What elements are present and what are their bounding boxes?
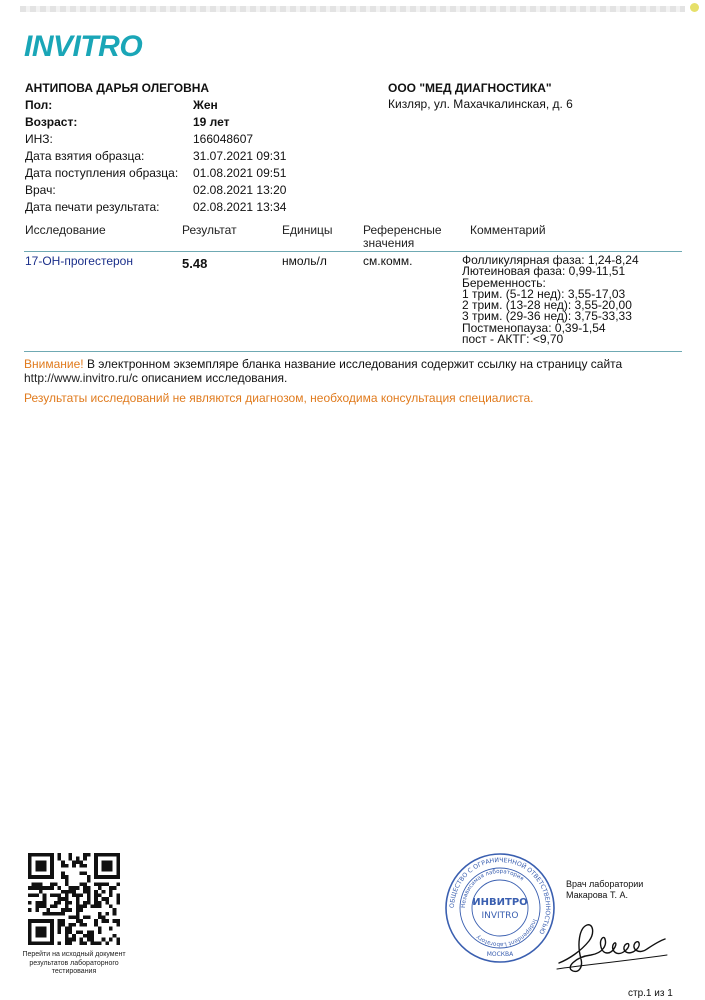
qr-module xyxy=(72,893,76,897)
info-value: 31.07.2021 09:31 xyxy=(193,149,287,163)
info-value: 19 лет xyxy=(193,115,230,129)
qr-module xyxy=(35,901,39,905)
qr-module xyxy=(65,941,69,945)
qr-module xyxy=(68,923,72,927)
qr-module xyxy=(68,941,72,945)
test-reference: см.комм. xyxy=(363,254,413,268)
table-bottom-divider xyxy=(24,351,682,352)
stamp-ring-text: ОБЩЕСТВО С ОГРАНИЧЕННОЙ ОТВЕТСТВЕННОСТЬЮ xyxy=(448,856,552,936)
qr-module xyxy=(98,886,102,890)
comment-line: 3 трим. (29-36 нед): 3,75-33,33 xyxy=(462,309,632,324)
qr-module xyxy=(39,905,43,909)
qr-module xyxy=(83,886,87,890)
qr-module xyxy=(28,908,32,912)
qr-module xyxy=(35,886,39,890)
comment-line: Постменопауза: 0,39-1,54 xyxy=(462,320,606,335)
qr-module xyxy=(50,886,54,890)
notice-text-2: с описанием исследования. xyxy=(132,371,288,385)
qr-module xyxy=(46,912,50,916)
qr-module xyxy=(72,938,76,942)
qr-module xyxy=(28,901,32,905)
qr-module xyxy=(83,923,87,927)
qr-module xyxy=(109,886,113,890)
qr-module xyxy=(35,893,39,897)
qr-module xyxy=(57,919,61,923)
header-comment: Комментарий xyxy=(470,223,546,237)
qr-module xyxy=(68,901,72,905)
qr-module xyxy=(57,930,61,934)
info-row-inz xyxy=(25,131,286,148)
qr-module xyxy=(94,897,98,901)
qr-module xyxy=(65,879,69,883)
qr-module xyxy=(94,905,98,909)
notice-text: В электронном экземпляре бланка название исследования содержит ссылку на страницу сайта xyxy=(83,357,623,371)
qr-module xyxy=(76,930,80,934)
test-result: 5.48 xyxy=(182,256,208,271)
qr-module xyxy=(61,908,65,912)
qr-module xyxy=(113,912,117,916)
qr-module xyxy=(102,860,113,871)
qr-module xyxy=(65,864,69,868)
qr-module xyxy=(83,864,87,868)
qr-module xyxy=(87,901,91,905)
qr-module xyxy=(87,916,91,920)
test-units: нмоль/л xyxy=(282,254,327,268)
qr-module xyxy=(57,893,61,897)
header-test: Исследование xyxy=(25,223,106,237)
stamp-center-text: ИНВИТРО xyxy=(472,897,528,908)
qr-module xyxy=(65,934,69,938)
qr-module xyxy=(65,905,69,909)
info-label: Дата взятия образца: xyxy=(25,149,145,163)
qr-module xyxy=(76,919,80,923)
comment-line: Фолликулярная фаза: 1,24-8,24 xyxy=(462,253,639,267)
qr-module xyxy=(80,908,84,912)
qr-module xyxy=(43,905,47,909)
test-comments xyxy=(462,255,639,345)
qr-module xyxy=(65,897,69,901)
top-stripe xyxy=(20,6,685,12)
qr-module xyxy=(102,916,106,920)
info-value: 166048607 xyxy=(193,132,254,146)
qr-module xyxy=(50,893,54,897)
qr-module xyxy=(35,908,39,912)
qr-module xyxy=(57,857,61,861)
table-header-divider xyxy=(24,251,682,252)
info-label: Дата поступления образца: xyxy=(25,166,179,180)
test-name-link[interactable]: 17-ОН-прогестерон xyxy=(25,254,133,268)
qr-module xyxy=(87,938,91,942)
stamp-inner-text: Независимая лаборатория xyxy=(460,868,525,909)
info-row-received-date xyxy=(25,165,286,182)
qr-module xyxy=(61,897,65,901)
qr-module xyxy=(57,886,61,890)
qr-module xyxy=(98,893,102,897)
qr-module xyxy=(46,886,50,890)
qr-module xyxy=(68,930,72,934)
qr-module xyxy=(83,941,87,945)
qr-module xyxy=(76,860,80,864)
qr-module xyxy=(65,901,69,905)
qr-module xyxy=(87,875,91,879)
qr-module xyxy=(28,893,32,897)
header-reference-line2: значения xyxy=(363,236,415,250)
page-number: стр.1 из 1 xyxy=(628,988,673,999)
patient-name: АНТИПОВА ДАРЬЯ ОЛЕГОВНА xyxy=(25,81,210,95)
qr-module xyxy=(68,853,72,857)
notice-warning: Внимание! xyxy=(24,357,84,371)
qr-module xyxy=(109,927,113,931)
info-row-doctor xyxy=(25,182,286,199)
qr-module xyxy=(80,923,84,927)
qr-module xyxy=(61,919,65,923)
qr-module xyxy=(98,927,102,931)
qr-module xyxy=(61,871,65,875)
qr-module xyxy=(91,938,95,942)
qr-module xyxy=(113,908,117,912)
qr-module xyxy=(102,919,106,923)
qr-module xyxy=(65,927,69,931)
qr-module xyxy=(57,901,61,905)
qr-module xyxy=(94,890,98,894)
qr-module xyxy=(54,901,58,905)
qr-module xyxy=(116,901,120,905)
qr-module xyxy=(87,934,91,938)
info-value: 01.08.2021 09:51 xyxy=(193,166,287,180)
qr-module xyxy=(113,919,117,923)
top-border xyxy=(0,0,705,14)
svg-text:Independent Laboratory xyxy=(475,918,537,947)
qr-module xyxy=(68,857,72,861)
qr-module xyxy=(72,864,76,868)
qr-module xyxy=(102,882,106,886)
qr-module xyxy=(57,927,61,931)
qr-module xyxy=(76,893,80,897)
qr-module xyxy=(61,890,65,894)
qr-module xyxy=(91,905,95,909)
comment-line: Беременность: xyxy=(462,275,546,290)
qr-module xyxy=(65,882,69,886)
qr-module xyxy=(102,938,106,942)
qr-module xyxy=(109,893,113,897)
qr-module xyxy=(76,897,80,901)
qr-module xyxy=(65,930,69,934)
doctor-block xyxy=(566,879,643,901)
qr-module xyxy=(57,941,61,945)
qr-module xyxy=(87,890,91,894)
qr-module xyxy=(76,901,80,905)
qr-module xyxy=(72,923,76,927)
comment-line: 1 трим. (5-12 нед): 3,55-17,03 xyxy=(462,286,626,301)
info-row-sex xyxy=(25,97,286,114)
qr-module xyxy=(116,941,120,945)
qr-module xyxy=(43,897,47,901)
qr-module xyxy=(80,930,84,934)
qr-module xyxy=(98,916,102,920)
qr-module xyxy=(105,901,109,905)
header-reference-line1: Референсные xyxy=(363,223,442,237)
notice xyxy=(24,357,664,385)
invitro-logo: INVITRO xyxy=(24,30,143,63)
qr-module xyxy=(65,875,69,879)
qr-module xyxy=(65,890,69,894)
stamp-center-text-en: INVITRO xyxy=(481,911,519,921)
qr-module xyxy=(83,934,87,938)
qr-module xyxy=(35,905,39,909)
qr-module xyxy=(87,853,91,857)
qr-module xyxy=(113,934,117,938)
qr-caption: Перейти на исходный документ результатов лабораторного тестирования xyxy=(22,951,126,975)
qr-module xyxy=(68,927,72,931)
invitro-site-link[interactable]: http://www.invitro.ru/ xyxy=(24,371,133,385)
qr-module xyxy=(83,871,87,875)
qr-module xyxy=(94,923,98,927)
header-units: Единицы xyxy=(282,223,333,237)
qr-module xyxy=(35,860,46,871)
qr-module xyxy=(28,886,32,890)
qr-module xyxy=(109,938,113,942)
qr-module xyxy=(50,905,54,909)
lab-address: Кизляр, ул. Махачкалинская, д. 6 xyxy=(388,97,573,111)
qr-module xyxy=(116,919,120,923)
qr-module xyxy=(98,930,102,934)
header-reference xyxy=(363,224,442,250)
qr-module xyxy=(65,938,69,942)
qr-module xyxy=(87,886,91,890)
qr-module xyxy=(102,897,106,901)
info-value: 02.08.2021 13:20 xyxy=(193,183,287,197)
qr-module xyxy=(87,879,91,883)
qr-module xyxy=(91,941,95,945)
qr-module xyxy=(98,882,102,886)
qr-module xyxy=(72,916,76,920)
qr-module xyxy=(105,919,109,923)
qr-module xyxy=(35,882,39,886)
info-row-print-date xyxy=(25,199,286,216)
qr-module xyxy=(80,938,84,942)
qr-module xyxy=(39,886,43,890)
qr-module xyxy=(35,927,46,938)
info-label: Врач: xyxy=(25,183,56,197)
qr-module xyxy=(72,860,76,864)
info-value: 02.08.2021 13:34 xyxy=(193,200,287,214)
qr-module xyxy=(87,897,91,901)
qr-module xyxy=(80,919,84,923)
qr-module xyxy=(72,886,76,890)
qr-module xyxy=(43,901,47,905)
stamp-city: МОСКВА xyxy=(486,951,514,958)
qr-module xyxy=(39,890,43,894)
qr-module xyxy=(76,886,80,890)
doctor-title: Врач лаборатории xyxy=(566,879,644,889)
qr-module xyxy=(94,919,98,923)
qr-module xyxy=(83,857,87,861)
qr-module xyxy=(68,916,72,920)
qr-module xyxy=(98,941,102,945)
qr-module xyxy=(80,905,84,909)
info-label: ИНЗ: xyxy=(25,132,53,146)
qr-module xyxy=(87,893,91,897)
qr-module xyxy=(94,901,98,905)
qr-module xyxy=(61,923,65,927)
qr-module xyxy=(65,893,69,897)
info-label: Возраст: xyxy=(25,115,78,129)
qr-module xyxy=(57,897,61,901)
qr-module xyxy=(83,901,87,905)
qr-module xyxy=(65,908,69,912)
doctor-name: Макарова Т. А. xyxy=(566,890,628,900)
qr-module xyxy=(54,905,58,909)
info-row-age xyxy=(25,114,286,131)
qr-module xyxy=(54,893,58,897)
qr-module xyxy=(87,930,91,934)
comment-line: Лютеиновая фаза: 0,99-11,51 xyxy=(462,264,626,279)
qr-module xyxy=(32,893,36,897)
stamp-inner-text-en: Independent Laboratory xyxy=(475,918,538,948)
qr-module xyxy=(76,857,80,861)
signature-icon xyxy=(555,915,670,977)
qr-module xyxy=(68,938,72,942)
qr-module xyxy=(61,875,65,879)
qr-module xyxy=(72,934,76,938)
qr-module xyxy=(83,890,87,894)
qr-module xyxy=(76,912,80,916)
qr-module xyxy=(98,901,102,905)
qr-module xyxy=(43,893,47,897)
qr-module xyxy=(113,886,117,890)
qr-module xyxy=(80,941,84,945)
stamp-icon xyxy=(444,852,556,964)
qr-module xyxy=(83,882,87,886)
info-value: Жен xyxy=(193,98,218,112)
qr-module xyxy=(57,853,61,857)
qr-module xyxy=(105,882,109,886)
qr-module xyxy=(57,912,61,916)
qr-module xyxy=(80,864,84,868)
qr-module xyxy=(80,882,84,886)
qr-module xyxy=(68,908,72,912)
info-label: Дата печати результата: xyxy=(25,200,160,214)
qr-module xyxy=(98,905,102,909)
qr-module xyxy=(43,886,47,890)
qr-module xyxy=(72,890,76,894)
corner-dot xyxy=(690,3,699,12)
qr-code-icon[interactable] xyxy=(28,853,120,945)
qr-module xyxy=(61,912,65,916)
qr-module xyxy=(80,871,84,875)
qr-module xyxy=(94,893,98,897)
qr-module xyxy=(109,890,113,894)
qr-module xyxy=(50,912,54,916)
qr-module xyxy=(105,912,109,916)
comment-line: 2 трим. (13-28 нед): 3,55-20,00 xyxy=(462,298,632,313)
qr-module xyxy=(102,890,106,894)
qr-module xyxy=(80,860,84,864)
qr-module xyxy=(57,923,61,927)
qr-module xyxy=(83,905,87,909)
comment-line: пост - АКТГ: <9,70 xyxy=(462,332,564,347)
header-result: Результат xyxy=(182,223,237,237)
lab-name: ООО "МЕД ДИАГНОСТИКА" xyxy=(388,81,552,95)
qr-module xyxy=(116,897,120,901)
qr-module xyxy=(61,860,65,864)
qr-module xyxy=(76,908,80,912)
qr-module xyxy=(116,882,120,886)
qr-module xyxy=(76,916,80,920)
qr-module xyxy=(68,886,72,890)
info-label: Пол: xyxy=(25,98,53,112)
qr-module xyxy=(94,882,98,886)
qr-module xyxy=(116,893,120,897)
qr-module xyxy=(68,890,72,894)
qr-module xyxy=(94,941,98,945)
qr-module xyxy=(54,882,58,886)
qr-module xyxy=(50,882,54,886)
qr-module xyxy=(43,912,47,916)
qr-module xyxy=(32,886,36,890)
qr-module xyxy=(39,882,43,886)
qr-module xyxy=(98,912,102,916)
qr-module xyxy=(83,853,87,857)
qr-module xyxy=(76,905,80,909)
qr-module xyxy=(46,908,50,912)
qr-module xyxy=(83,916,87,920)
qr-module xyxy=(80,893,84,897)
qr-module xyxy=(91,934,95,938)
qr-module xyxy=(91,930,95,934)
info-row-sample-date xyxy=(25,148,286,165)
qr-module xyxy=(39,901,43,905)
patient-info xyxy=(25,97,286,216)
qr-module xyxy=(105,941,109,945)
disclaimer: Результаты исследований не являются диагнозом, необходима консультация специалиста. xyxy=(24,391,534,405)
qr-module xyxy=(32,882,36,886)
qr-module xyxy=(109,905,113,909)
qr-module xyxy=(54,912,58,916)
qr-module xyxy=(116,938,120,942)
qr-module xyxy=(61,864,65,868)
qr-module xyxy=(105,897,109,901)
qr-module xyxy=(116,923,120,927)
